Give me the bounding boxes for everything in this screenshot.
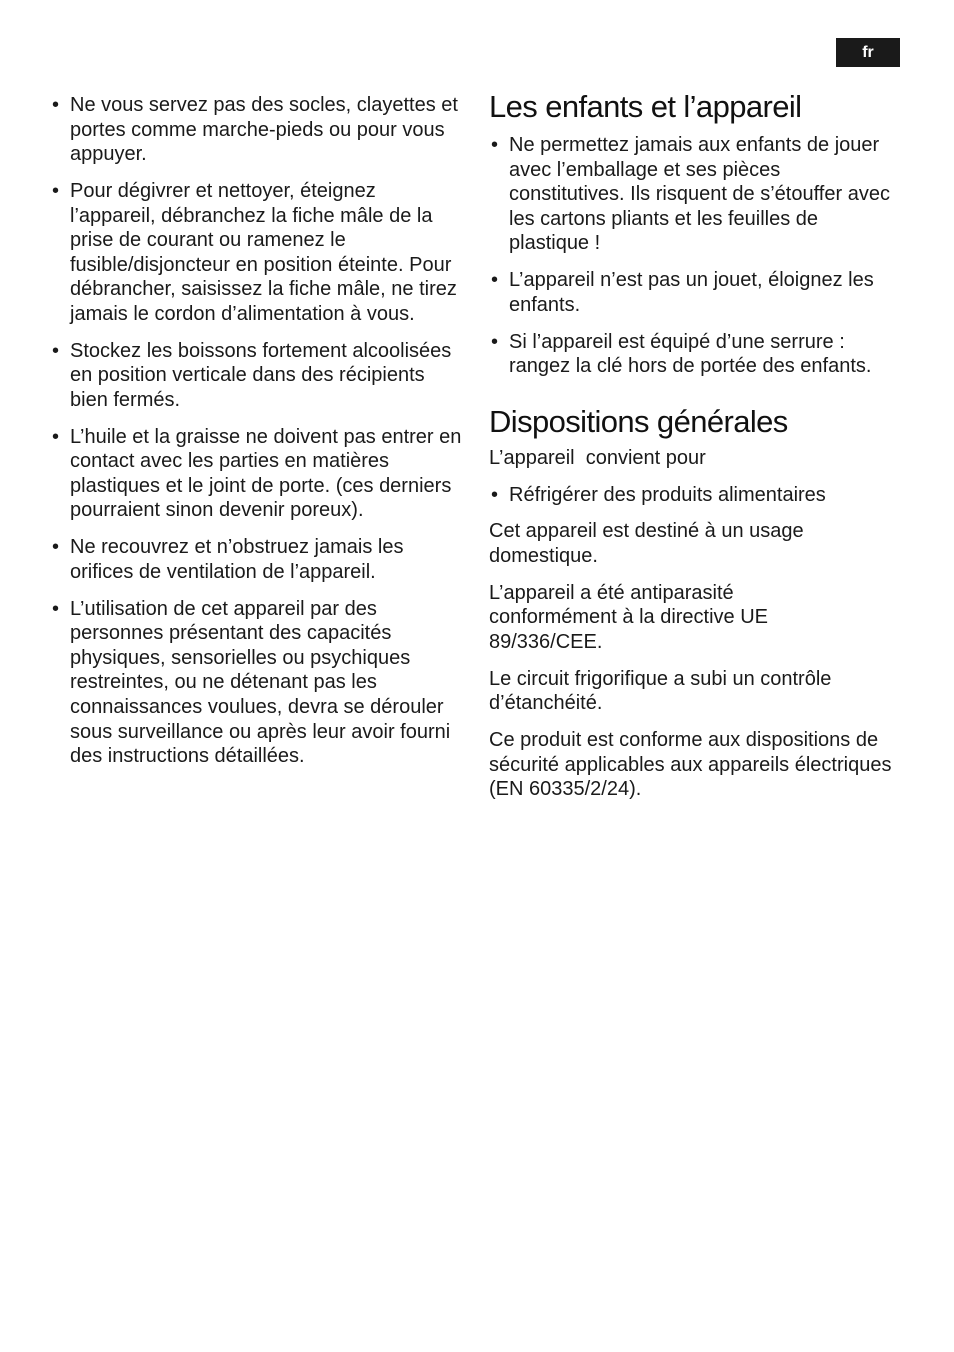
section-title-children: Les enfants et l’appareil bbox=[489, 89, 802, 124]
section-title-general: Dispositions générales bbox=[489, 403, 788, 439]
bullet-icon: • bbox=[491, 483, 499, 506]
list-item bbox=[489, 133, 901, 256]
general-paragraph: L’appareil a été antiparasité conformément à la directive UE 89/336/CEE. bbox=[489, 581, 769, 653]
list-item bbox=[489, 268, 901, 317]
list-item bbox=[489, 330, 901, 379]
list-item bbox=[50, 535, 462, 584]
general-paragraph: Le circuit frigorifique a subi un contrôle d’étanchéité. bbox=[489, 667, 832, 715]
list-item bbox=[50, 597, 462, 769]
bullet-icon: • bbox=[491, 134, 499, 156]
list-item-text: Stockez les boissons fortement alcoolisées en position verticale dans des récipients bien fermés. bbox=[70, 339, 452, 411]
language-badge: fr bbox=[836, 38, 900, 67]
bullet-icon: • bbox=[52, 425, 60, 448]
list-item-text: Réfrigérer des produits alimentaires bbox=[509, 483, 826, 506]
list-item-text: Ne recouvrez et n’obstruez jamais les orifices de ventilation de l’appareil. bbox=[70, 536, 404, 583]
list-item bbox=[50, 425, 462, 523]
bullet-icon: • bbox=[52, 179, 60, 202]
list-item-text: L’appareil n’est pas un jouet, éloignez les enfants. bbox=[509, 269, 874, 316]
bullet-icon: • bbox=[52, 94, 60, 116]
general-bullet-list bbox=[489, 483, 901, 508]
left-column bbox=[50, 93, 462, 781]
list-item-text: Pour dégivrer et nettoyer, éteignez l’appareil, débranchez la fiche mâle de la prise de courant ou ramenez le fusible/disjoncteur en position éteinte. Pour débrancher, saisissez la fiche mâle, ne tirez jamais le cordon d’alimentation à vous. bbox=[70, 179, 457, 325]
list-item-text: Si l’appareil est équipé d’une serrure : rangez la clé hors de portée des enfants. bbox=[509, 330, 872, 378]
safety-bullet-list bbox=[50, 93, 462, 769]
list-item-text: Ne vous servez pas des socles, clayettes et portes comme marche-pieds ou pour vous appuyer. bbox=[70, 94, 458, 166]
list-item bbox=[50, 339, 462, 413]
bullet-icon: • bbox=[52, 597, 60, 620]
bullet-icon: • bbox=[52, 339, 60, 362]
right-column bbox=[489, 89, 901, 814]
bullet-icon: • bbox=[491, 269, 499, 292]
list-item-text: L’utilisation de cet appareil par des personnes présentant des capacités physiques, sensorielles ou psychiques restreintes, ou ne détenant pas les connaissances voulues, devra se dérouler sous surveillance ou après leur avoir fourni des instructions détaillées. bbox=[70, 597, 451, 768]
general-paragraph: Cet appareil est destiné à un usage domestique. bbox=[489, 520, 804, 567]
list-item-text: Ne permettez jamais aux enfants de jouer avec l’emballage et ses pièces constitutives. Ils risquent de s’étouffer avec les cartons pliants et les feuilles de plastique ! bbox=[509, 134, 890, 255]
list-item bbox=[50, 93, 462, 167]
children-bullet-list bbox=[489, 133, 901, 379]
general-intro: L’appareil convient pour bbox=[489, 446, 706, 469]
bullet-icon: • bbox=[491, 330, 499, 353]
list-item-text: L’huile et la graisse ne doivent pas entrer en contact avec les parties en matières plastiques et le joint de porte. (ces derniers pourraient sinon devenir poreux). bbox=[70, 425, 462, 522]
list-item bbox=[489, 483, 901, 508]
general-paragraph: Ce produit est conforme aux dispositions de sécurité applicables aux appareils électriques (EN 60335/2/24). bbox=[489, 729, 892, 801]
list-item bbox=[50, 179, 462, 327]
bullet-icon: • bbox=[52, 536, 60, 559]
